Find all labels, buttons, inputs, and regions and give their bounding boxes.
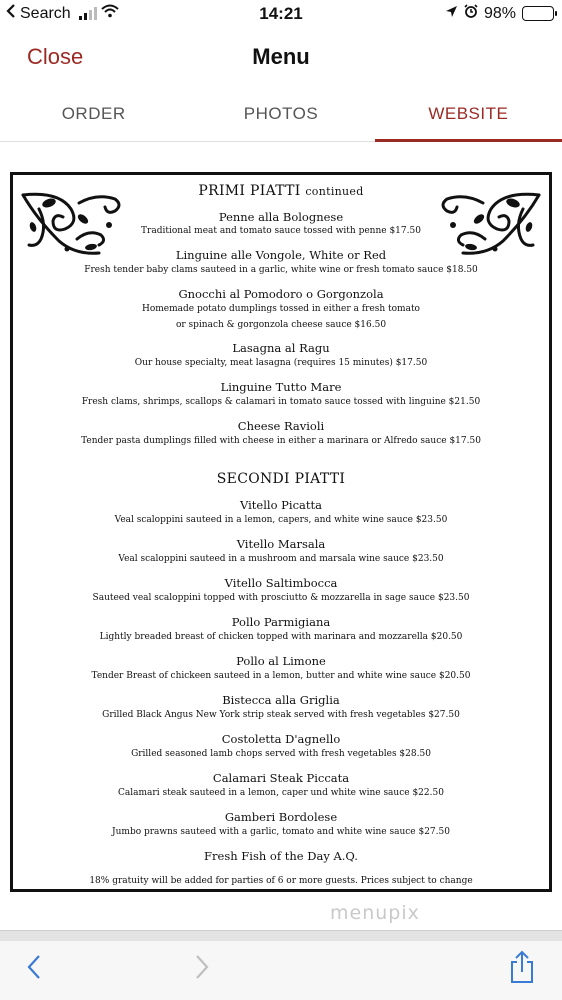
menu-item-name: Penne alla Bolognese [218, 210, 344, 224]
menu-item-desc: or spinach & gorgonzola cheese sauce $16.50 [175, 320, 387, 330]
browser-toolbar [0, 930, 562, 1000]
section-title-secondi: SECONDI PIATTI [216, 471, 346, 487]
watermark: menupix [330, 902, 420, 924]
menu-item-name: Vitello Saltimbocca [224, 576, 338, 590]
continued-label: continued [305, 185, 364, 198]
menu-item-name: Lasagna al Ragu [232, 341, 330, 355]
menu-item-desc: Sauteed veal scaloppini topped with prosciutto & mozzarella in sage sauce $23.50 [92, 593, 470, 603]
back-button[interactable] [16, 951, 52, 987]
menu-item-desc: Our house specialty, meat lasagna (requires 15 minutes) $17.50 [134, 358, 428, 368]
tab-bar [0, 92, 562, 142]
page-title: Menu [252, 44, 310, 69]
toolbar-shadow [0, 931, 562, 941]
menu-item-name: Gamberi Bordolese [224, 810, 338, 824]
share-icon [509, 950, 535, 989]
menu-item-name: Pollo al Limone [236, 654, 326, 668]
status-time: 14:21 [259, 4, 303, 23]
menu-item-name: Bistecca alla Griglia [222, 693, 340, 707]
menu-item-name: Gnocchi al Pomodoro o Gorgonzola [178, 287, 384, 301]
menu-item-desc: Tender Breast of chickeen sauteed in a lemon, butter and white wine sauce $20.50 [91, 671, 471, 681]
menu-item-desc: Grilled seasoned lamb chops served with fresh vegetables $28.50 [131, 749, 431, 759]
menu-item-desc: Traditional meat and tomato sauce tossed with penne $17.50 [141, 226, 421, 236]
location-arrow-icon [445, 5, 458, 23]
menu-item-desc: Veal scaloppini sauteed in a lemon, capers, and white wine sauce $23.50 [114, 515, 448, 525]
menu-item-name: Costoletta D'agnello [221, 732, 341, 746]
status-bar [0, 0, 562, 30]
close-button[interactable]: Close [27, 44, 84, 69]
menu-item-desc: Homemade potato dumplings tossed in either a fresh tomato [142, 304, 420, 314]
fish-of-day: Fresh Fish of the Day A.Q. [204, 849, 358, 863]
menu-item-name: Linguine Tutto Mare [220, 380, 342, 394]
menu-item-desc: Tender pasta dumplings filled with cheese in either a marinara or Alfredo sauce $17.50 [81, 436, 481, 446]
menu-item-desc: Veal scaloppini sauteed in a mushroom and marsala wine sauce $23.50 [118, 554, 444, 564]
status-right [445, 4, 554, 23]
navigation-bar [0, 30, 562, 84]
chevron-left-icon [26, 954, 42, 985]
menu-item-desc: Jumbo prawns sauteed with a garlic, tomato and white wine sauce $27.50 [112, 827, 450, 837]
forward-button[interactable] [184, 951, 220, 987]
back-app-label: Search [20, 4, 71, 22]
menu-item-name: Cheese Ravioli [237, 419, 325, 433]
menu-item-name: Calamari Steak Piccata [212, 771, 350, 785]
menu-item-desc: Fresh tender baby clams sauteed in a garlic, white wine or fresh tomato sauce $18.50 [84, 265, 478, 275]
tab-website[interactable]: WEBSITE [375, 92, 562, 141]
battery-percent: 98% [483, 4, 516, 22]
menu-item-desc: Calamari steak sauteed in a lemon, caper und white wine sauce $22.50 [118, 788, 444, 798]
menu-item-desc: Lightly breaded breast of chicken topped with marinara and mozzarella $20.50 [99, 632, 463, 642]
chevron-right-icon [194, 954, 210, 985]
menu-item-name: Linguine alle Vongole, White or Red [175, 248, 387, 262]
menu-item-desc: Fresh clams, shrimps, scallops & calamari in tomato sauce tossed with linguine $21.50 [81, 397, 481, 407]
gratuity-footnote: 18% gratuity will be added for parties of 6 or more guests. Prices subject to change [89, 876, 473, 886]
menu-item-name: Vitello Marsala [236, 537, 326, 551]
menu-item-desc: Grilled Black Angus New York strip steak served with fresh vegetables $27.50 [102, 710, 460, 720]
alarm-clock-icon [464, 4, 478, 23]
website-content[interactable] [0, 142, 562, 930]
share-button[interactable] [504, 951, 540, 987]
menu-item-name: Pollo Parmigiana [231, 615, 331, 629]
battery-icon [522, 6, 554, 21]
menu-page [10, 172, 552, 892]
tab-photos[interactable]: PHOTOS [243, 104, 319, 123]
menu-item-name: Vitello Picatta [240, 498, 322, 512]
tab-order[interactable]: ORDER [61, 104, 126, 123]
section-title-primi: PRIMI PIATTI continued [198, 183, 364, 199]
